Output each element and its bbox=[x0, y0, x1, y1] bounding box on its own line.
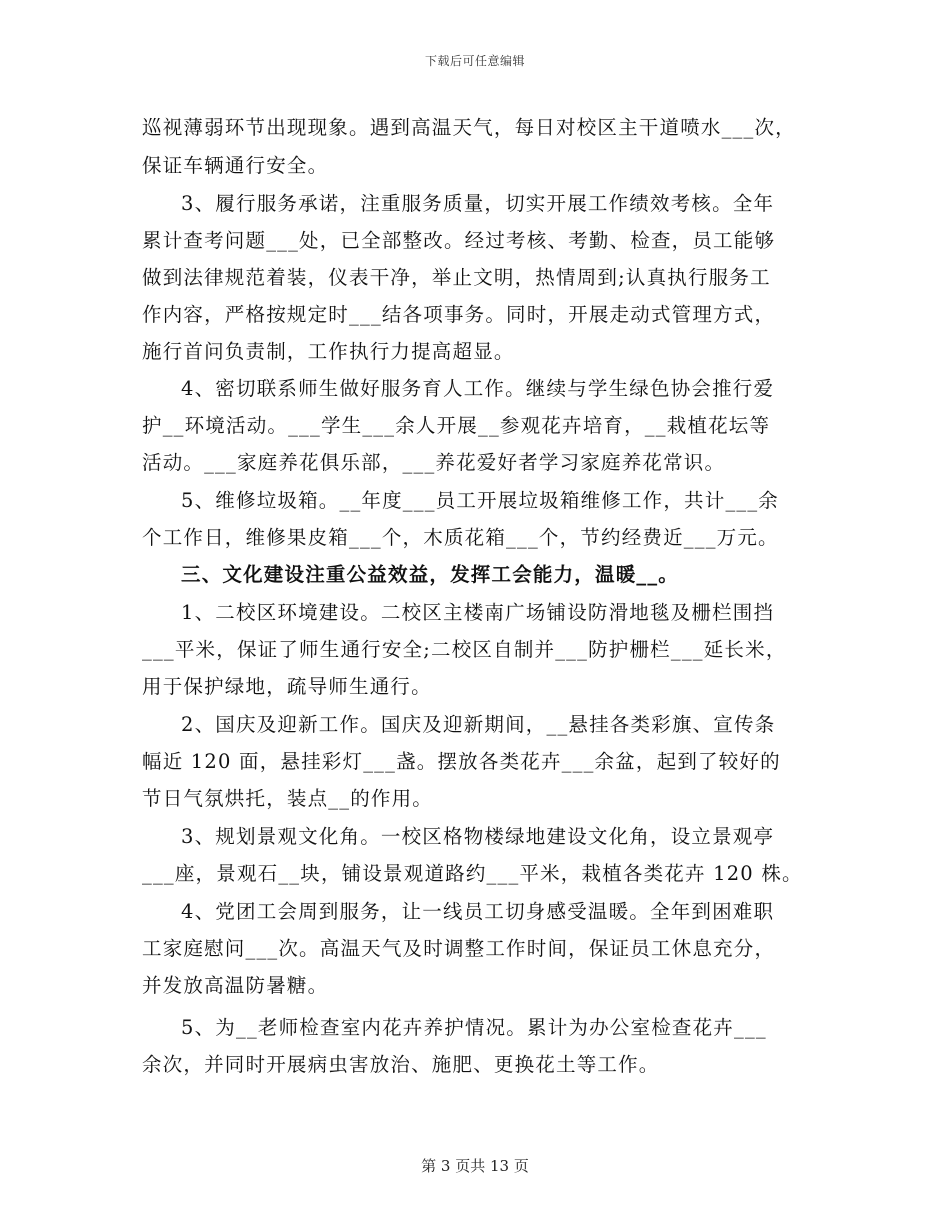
text-line: 累计查考问题___处，已全部整改。经过考核、考勤、检查，员工能够 bbox=[142, 229, 776, 252]
text-line: 并发放高温防暑糖。 bbox=[142, 974, 329, 997]
page-header: 下载后可任意编辑 bbox=[424, 54, 525, 68]
text-line: 施行首问负责制，工作执行力提高超显。 bbox=[142, 340, 515, 363]
text-line: 1、二校区环境建设。二校区主楼南广场铺设防滑地毯及栅栏围挡 bbox=[181, 601, 775, 624]
text-line: 5、维修垃圾箱。__年度___员工开展垃圾箱维修工作，共计___余 bbox=[181, 489, 780, 512]
text-line: 幅近 120 面，悬挂彩灯___盏。摆放各类花卉___余盆，起到了较好的 bbox=[142, 750, 781, 773]
text-line: 做到法律规范着装，仪表干净，举止文明，热情周到;认真执行服务工 bbox=[142, 266, 771, 289]
text-line: 3、规划景观文化角。一校区格物楼绿地建设文化角，设立景观亭 bbox=[181, 825, 775, 848]
text-line: 活动。___家庭养花俱乐部，___养花爱好者学习家庭养花常识。 bbox=[142, 451, 726, 474]
section-heading: 三、文化建设注重公益效益，发挥工会能力，温暖__。 bbox=[181, 563, 680, 586]
text-line: 巡视薄弱环节出现现象。遇到高温天气，每日对校区主干道喷水___次， bbox=[142, 116, 796, 139]
text-line: 4、密切联系师生做好服务育人工作。继续与学生绿色协会推行爱 bbox=[181, 377, 775, 400]
text-line: ___平米，保证了师生通行安全;二校区自制并___防护栅栏___延长米， bbox=[142, 638, 787, 661]
text-line: 保证车辆通行安全。 bbox=[142, 154, 329, 177]
document-body bbox=[142, 110, 808, 1083]
text-line: 护__环境活动。___学生___余人开展__参观花卉培育，__栽植花坛等 bbox=[142, 414, 771, 437]
text-line: 余次，并同时开展病虫害放治、施肥、更换花土等工作。 bbox=[142, 1053, 660, 1076]
text-line: 5、为__老师检查室内花卉养护情况。累计为办公室检查花卉___ bbox=[181, 1016, 767, 1039]
text-line: 作内容，严格按规定时___结各项事务。同时，开展走动式管理方式， bbox=[142, 303, 776, 326]
text-line: 4、党团工会周到服务，让一线员工切身感受温暖。全年到困难职 bbox=[181, 900, 775, 923]
text-line: 2、国庆及迎新工作。国庆及迎新期间，__悬挂各类彩旗、宣传条 bbox=[181, 713, 776, 736]
text-line: 用于保护绿地，疏导师生通行。 bbox=[142, 675, 432, 698]
text-line: 个工作日，维修果皮箱___个，木质花箱___个，节约经费近___万元。 bbox=[142, 526, 779, 549]
page-footer: 第 3 页共 13 页 bbox=[421, 1157, 529, 1175]
text-line: ___座，景观石__块，铺设景观道路约___平米，栽植各类花卉 120 株。 bbox=[142, 862, 803, 885]
text-line: 工家庭慰问___次。高温天气及时调整工作时间，保证员工休息充分， bbox=[142, 937, 776, 960]
text-line: 节日气氛烘托，装点__的作用。 bbox=[142, 787, 434, 810]
text-line: 3、履行服务承诺，注重服务质量，切实开展工作绩效考核。全年 bbox=[181, 192, 775, 215]
